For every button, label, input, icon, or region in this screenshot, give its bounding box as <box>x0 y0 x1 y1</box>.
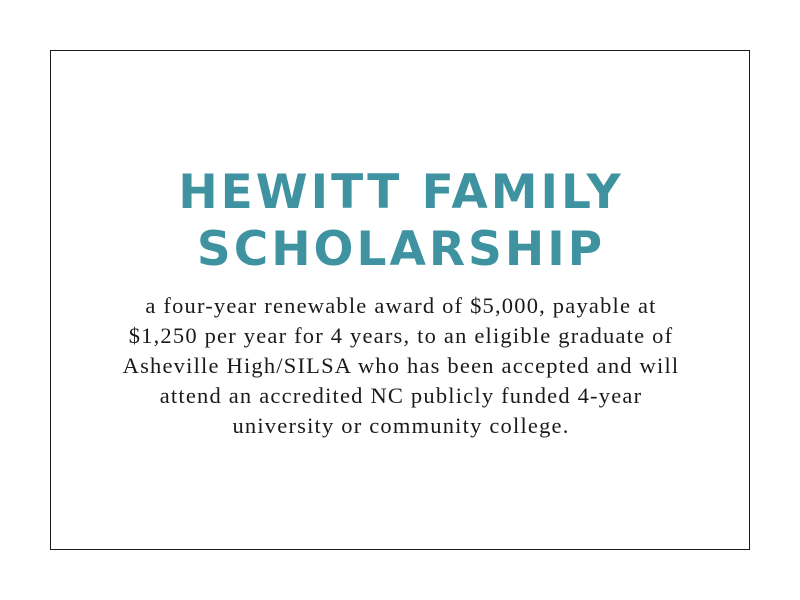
scholarship-card <box>50 50 750 550</box>
title-line-2: SCHOLARSHIP <box>196 222 606 277</box>
description-line-3: Asheville High/SILSA who has been accepted and will <box>122 353 680 378</box>
title-line-1: HEWITT FAMILY <box>178 165 624 220</box>
scholarship-description <box>71 291 731 441</box>
description-line-5: university or community college. <box>232 413 570 438</box>
description-line-4: attend an accredited NC publicly funded 4-year <box>159 383 643 408</box>
description-line-2: $1,250 per year for 4 years, to an eligible graduate of <box>128 323 674 348</box>
description-line-1: a four-year renewable award of $5,000, payable at <box>145 293 657 318</box>
scholarship-title <box>51 164 751 278</box>
